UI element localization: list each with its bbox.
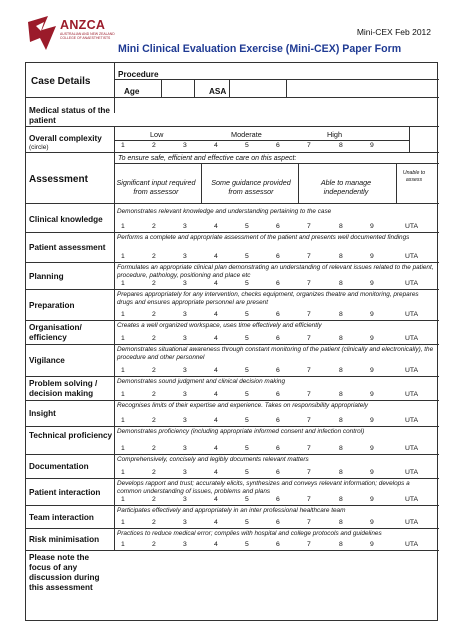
table-rule <box>26 505 439 506</box>
rating-option-2[interactable]: 2 <box>152 367 156 374</box>
item-description: Creates a well organized workspace, uses time effectively and efficiently <box>117 322 322 329</box>
rating-option-6[interactable]: 6 <box>276 311 280 318</box>
rating-option-4[interactable]: 4 <box>214 335 218 342</box>
rating-option-5[interactable]: 5 <box>245 311 249 318</box>
category-unable-to-assess: Unable to assess <box>402 170 426 183</box>
procedure-label: Procedure <box>118 70 159 79</box>
rating-option-2[interactable]: 2 <box>152 496 156 503</box>
medical-status-label: Medical status of the patient <box>29 106 110 125</box>
table-rule <box>114 140 409 141</box>
rating-option-4[interactable]: 4 <box>214 280 218 287</box>
rating-option-3[interactable]: 3 <box>183 335 187 342</box>
item-label: Patient interaction <box>29 487 101 497</box>
rating-option-9[interactable]: 9 <box>370 519 374 526</box>
table-rule <box>26 97 439 98</box>
rating-option-8[interactable]: 8 <box>339 223 343 230</box>
item-label: Preparation <box>29 300 75 310</box>
rating-option-4[interactable]: 4 <box>214 541 218 548</box>
complexity-hint: (circle) <box>29 144 49 151</box>
rating-option-6[interactable]: 6 <box>276 280 280 287</box>
rating-option-5[interactable]: 5 <box>245 541 249 548</box>
rating-option-4[interactable]: 4 <box>214 417 218 424</box>
rating-option-uta[interactable]: UTA <box>405 469 419 476</box>
complexity-option-5[interactable]: 5 <box>245 142 249 149</box>
rating-option-1[interactable]: 1 <box>121 223 125 230</box>
rating-option-5[interactable]: 5 <box>245 445 249 452</box>
rating-option-3[interactable]: 3 <box>183 496 187 503</box>
rating-option-uta[interactable]: UTA <box>405 519 419 526</box>
rating-option-9[interactable]: 9 <box>370 367 374 374</box>
complexity-option-4[interactable]: 4 <box>214 142 218 149</box>
rating-option-5[interactable]: 5 <box>245 519 249 526</box>
item-label: Problem solving / decision making <box>29 379 98 398</box>
case-details-label: Case Details <box>31 76 91 87</box>
rating-option-uta[interactable]: UTA <box>405 367 419 374</box>
rating-option-8[interactable]: 8 <box>339 519 343 526</box>
item-description: Recognises limits of their expertise and experience. Takes on responsibility appropriately <box>117 402 368 409</box>
rating-option-6[interactable]: 6 <box>276 541 280 548</box>
rating-option-3[interactable]: 3 <box>183 391 187 398</box>
table-rule <box>26 454 439 455</box>
rating-option-9[interactable]: 9 <box>370 311 374 318</box>
rating-option-3[interactable]: 3 <box>183 253 187 260</box>
item-description: Practices to reduce medical error; complies with hospital and college protocols and guidelines <box>117 530 382 537</box>
asa-label: ASA <box>209 87 227 96</box>
complexity-option-9[interactable]: 9 <box>370 142 374 149</box>
item-description: Demonstrates proficiency (including appropriate informed consent and infection control) <box>117 428 365 435</box>
table-rule <box>396 163 397 203</box>
table-rule <box>298 163 299 203</box>
rating-option-7[interactable]: 7 <box>307 445 311 452</box>
item-description: Demonstrates relevant knowledge and understanding pertaining to the case <box>117 208 332 215</box>
table-rule <box>114 126 115 152</box>
table-rule <box>286 79 287 97</box>
rating-option-6[interactable]: 6 <box>276 391 280 398</box>
item-description: Participates effectively and appropriately in an inter professional healthcare team <box>117 507 346 514</box>
table-rule <box>201 163 202 203</box>
rating-option-6[interactable]: 6 <box>276 469 280 476</box>
rating-option-3[interactable]: 3 <box>183 519 187 526</box>
item-label: Technical proficiency <box>29 431 113 440</box>
rating-option-2[interactable]: 2 <box>152 469 156 476</box>
rating-option-2[interactable]: 2 <box>152 541 156 548</box>
rating-option-3[interactable]: 3 <box>183 223 187 230</box>
item-description: Comprehensively, concisely and legibly documents relevant matters <box>117 456 309 463</box>
rating-option-5[interactable]: 5 <box>245 335 249 342</box>
rating-option-8[interactable]: 8 <box>339 367 343 374</box>
document-date: Mini-CEX Feb 2012 <box>356 27 431 37</box>
rating-option-2[interactable]: 2 <box>152 253 156 260</box>
rating-option-3[interactable]: 3 <box>183 469 187 476</box>
item-description: Demonstrates sound judgment and clinical decision making <box>117 378 286 385</box>
complexity-option-3[interactable]: 3 <box>183 142 187 149</box>
rating-option-6[interactable]: 6 <box>276 519 280 526</box>
rating-option-8[interactable]: 8 <box>339 469 343 476</box>
item-description: Performs a complete and appropriate assessment of the patient and presents well documented findings <box>117 234 410 241</box>
form-table <box>25 62 438 621</box>
rating-option-2[interactable]: 2 <box>152 417 156 424</box>
rating-option-uta[interactable]: UTA <box>405 280 419 287</box>
rating-option-5[interactable]: 5 <box>245 496 249 503</box>
rating-option-6[interactable]: 6 <box>276 253 280 260</box>
rating-option-4[interactable]: 4 <box>214 445 218 452</box>
rating-option-uta[interactable]: UTA <box>405 335 419 342</box>
item-label: Clinical knowledge <box>29 215 103 224</box>
rating-option-6[interactable]: 6 <box>276 445 280 452</box>
table-rule <box>26 376 439 377</box>
table-rule <box>26 528 439 529</box>
item-label: Organisation/ efficiency <box>29 323 82 342</box>
complexity-label: Overall complexity <box>29 134 102 143</box>
rating-option-1[interactable]: 1 <box>121 496 125 503</box>
rating-option-2[interactable]: 2 <box>152 391 156 398</box>
rating-option-9[interactable]: 9 <box>370 335 374 342</box>
complexity-low: Low <box>150 130 164 139</box>
page-title: Mini Clinical Evaluation Exercise (Mini-CEX) Paper Form <box>118 43 402 55</box>
rating-option-5[interactable]: 5 <box>245 223 249 230</box>
rating-option-9[interactable]: 9 <box>370 280 374 287</box>
rating-option-1[interactable]: 1 <box>121 280 125 287</box>
rating-option-5[interactable]: 5 <box>245 367 249 374</box>
item-description: Demonstrates situational awareness through constant monitoring of the patient (clinically and electronically), the procedure and other personnel <box>117 346 434 361</box>
rating-option-7[interactable]: 7 <box>307 311 311 318</box>
category-some-guidance: Some guidance provided from assessor <box>211 178 291 196</box>
rating-option-6[interactable]: 6 <box>276 335 280 342</box>
rating-option-9[interactable]: 9 <box>370 496 374 503</box>
table-rule <box>114 79 439 80</box>
rating-option-9[interactable]: 9 <box>370 253 374 260</box>
table-rule <box>409 126 410 152</box>
rating-option-6[interactable]: 6 <box>276 417 280 424</box>
rating-option-3[interactable]: 3 <box>183 417 187 424</box>
rating-option-5[interactable]: 5 <box>245 469 249 476</box>
rating-option-3[interactable]: 3 <box>183 311 187 318</box>
rating-option-2[interactable]: 2 <box>152 519 156 526</box>
item-description: Prepares appropriately for any intervention, checks equipment, organizes theatre and monitoring, prepares drugs and ensures appropriate personnel are present <box>117 291 419 306</box>
rating-option-9[interactable]: 9 <box>370 223 374 230</box>
item-label: Risk minimisation <box>29 535 100 544</box>
complexity-option-6[interactable]: 6 <box>276 142 280 149</box>
complexity-high: High <box>327 130 343 139</box>
table-rule <box>229 79 230 97</box>
category-independent: Able to manage independently <box>320 178 372 196</box>
rating-option-uta[interactable]: UTA <box>405 541 419 548</box>
item-label: Vigilance <box>29 356 65 365</box>
item-label: Documentation <box>29 462 89 471</box>
rating-option-7[interactable]: 7 <box>307 519 311 526</box>
rating-option-8[interactable]: 8 <box>339 335 343 342</box>
rating-option-8[interactable]: 8 <box>339 445 343 452</box>
rating-option-8[interactable]: 8 <box>339 253 343 260</box>
rating-option-9[interactable]: 9 <box>370 445 374 452</box>
rating-option-1[interactable]: 1 <box>121 335 125 342</box>
table-rule <box>26 320 439 321</box>
rating-option-1[interactable]: 1 <box>121 311 125 318</box>
rating-option-1[interactable]: 1 <box>121 391 125 398</box>
rating-option-uta[interactable]: UTA <box>405 417 419 424</box>
table-rule <box>26 344 439 345</box>
table-rule <box>114 63 115 113</box>
table-rule <box>26 203 439 204</box>
rating-option-uta[interactable]: UTA <box>405 445 419 452</box>
category-significant-input: Significant input required from assessor <box>116 178 196 196</box>
assessment-intro: To ensure safe, efficient and effective care on this aspect: <box>118 155 297 162</box>
rating-option-4[interactable]: 4 <box>214 253 218 260</box>
item-label: Team interaction <box>29 512 94 522</box>
rating-option-8[interactable]: 8 <box>339 311 343 318</box>
rating-option-2[interactable]: 2 <box>152 311 156 318</box>
rating-option-8[interactable]: 8 <box>339 280 343 287</box>
rating-option-4[interactable]: 4 <box>214 367 218 374</box>
rating-option-1[interactable]: 1 <box>121 253 125 260</box>
rating-option-7[interactable]: 7 <box>307 496 311 503</box>
item-label: Planning <box>29 271 64 281</box>
complexity-option-7[interactable]: 7 <box>307 142 311 149</box>
rating-option-6[interactable]: 6 <box>276 223 280 230</box>
table-rule <box>26 550 439 551</box>
rating-option-7[interactable]: 7 <box>307 367 311 374</box>
rating-option-3[interactable]: 3 <box>183 541 187 548</box>
item-label: Patient assessment <box>29 243 106 252</box>
table-rule <box>26 126 439 127</box>
rating-option-2[interactable]: 2 <box>152 335 156 342</box>
rating-option-uta[interactable]: UTA <box>405 496 419 503</box>
rating-option-2[interactable]: 2 <box>152 280 156 287</box>
rating-option-5[interactable]: 5 <box>245 417 249 424</box>
table-rule <box>26 400 439 401</box>
table-rule <box>26 478 439 479</box>
rating-option-9[interactable]: 9 <box>370 417 374 424</box>
rating-option-1[interactable]: 1 <box>121 417 125 424</box>
rating-option-9[interactable]: 9 <box>370 391 374 398</box>
rating-option-7[interactable]: 7 <box>307 541 311 548</box>
rating-option-uta[interactable]: UTA <box>405 311 419 318</box>
rating-option-3[interactable]: 3 <box>183 280 187 287</box>
rating-option-1[interactable]: 1 <box>121 367 125 374</box>
rating-option-1[interactable]: 1 <box>121 469 125 476</box>
rating-option-1[interactable]: 1 <box>121 541 125 548</box>
rating-option-uta[interactable]: UTA <box>405 391 419 398</box>
table-rule <box>161 79 162 97</box>
rating-option-4[interactable]: 4 <box>214 469 218 476</box>
complexity-option-1[interactable]: 1 <box>121 142 125 149</box>
table-rule <box>26 426 439 427</box>
rating-option-5[interactable]: 5 <box>245 280 249 287</box>
logo-text: ANZCA <box>60 18 106 32</box>
logo-subtitle: AUSTRALIAN AND NEW ZEALAND COLLEGE OF ANAESTHETISTS <box>60 32 115 40</box>
complexity-option-8[interactable]: 8 <box>339 142 343 149</box>
rating-option-7[interactable]: 7 <box>307 335 311 342</box>
complexity-option-2[interactable]: 2 <box>152 142 156 149</box>
age-label: Age <box>124 87 140 96</box>
rating-option-9[interactable]: 9 <box>370 541 374 548</box>
rating-option-2[interactable]: 2 <box>152 445 156 452</box>
item-description: Develops rapport and trust; accurately elicits, synthesizes and conveys relevant information; develops a common understanding of issues, problems and plans <box>117 480 410 495</box>
table-rule <box>26 289 439 290</box>
table-rule <box>114 163 439 164</box>
rating-option-3[interactable]: 3 <box>183 367 187 374</box>
rating-option-1[interactable]: 1 <box>121 519 125 526</box>
rating-option-4[interactable]: 4 <box>214 391 218 398</box>
assessment-label: Assessment <box>29 174 88 185</box>
footer-note: Please note the focus of any discussion during this assessment <box>29 553 100 592</box>
table-rule <box>194 79 195 97</box>
rating-option-7[interactable]: 7 <box>307 391 311 398</box>
table-rule <box>26 152 439 153</box>
rating-option-4[interactable]: 4 <box>214 496 218 503</box>
rating-option-6[interactable]: 6 <box>276 367 280 374</box>
rating-option-4[interactable]: 4 <box>214 223 218 230</box>
rating-option-6[interactable]: 6 <box>276 496 280 503</box>
rating-option-7[interactable]: 7 <box>307 253 311 260</box>
rating-option-8[interactable]: 8 <box>339 496 343 503</box>
table-rule <box>26 262 439 263</box>
rating-option-8[interactable]: 8 <box>339 541 343 548</box>
rating-option-9[interactable]: 9 <box>370 469 374 476</box>
rating-option-8[interactable]: 8 <box>339 417 343 424</box>
rating-option-4[interactable]: 4 <box>214 519 218 526</box>
rating-option-uta[interactable]: UTA <box>405 253 419 260</box>
rating-option-2[interactable]: 2 <box>152 223 156 230</box>
rating-option-7[interactable]: 7 <box>307 469 311 476</box>
rating-option-7[interactable]: 7 <box>307 280 311 287</box>
rating-option-7[interactable]: 7 <box>307 417 311 424</box>
rating-option-5[interactable]: 5 <box>245 391 249 398</box>
item-description: Formulates an appropriate clinical plan demonstrating an understanding of relevant issues related to the patient, procedure, pathology, positioning and place etc <box>117 264 434 279</box>
item-label: Insight <box>29 409 56 418</box>
table-rule <box>26 232 439 233</box>
rating-option-5[interactable]: 5 <box>245 253 249 260</box>
rating-option-7[interactable]: 7 <box>307 223 311 230</box>
rating-option-8[interactable]: 8 <box>339 391 343 398</box>
rating-option-uta[interactable]: UTA <box>405 223 419 230</box>
table-rule <box>114 152 115 551</box>
rating-option-3[interactable]: 3 <box>183 445 187 452</box>
complexity-moderate: Moderate <box>231 130 262 139</box>
rating-option-4[interactable]: 4 <box>214 311 218 318</box>
rating-option-1[interactable]: 1 <box>121 445 125 452</box>
